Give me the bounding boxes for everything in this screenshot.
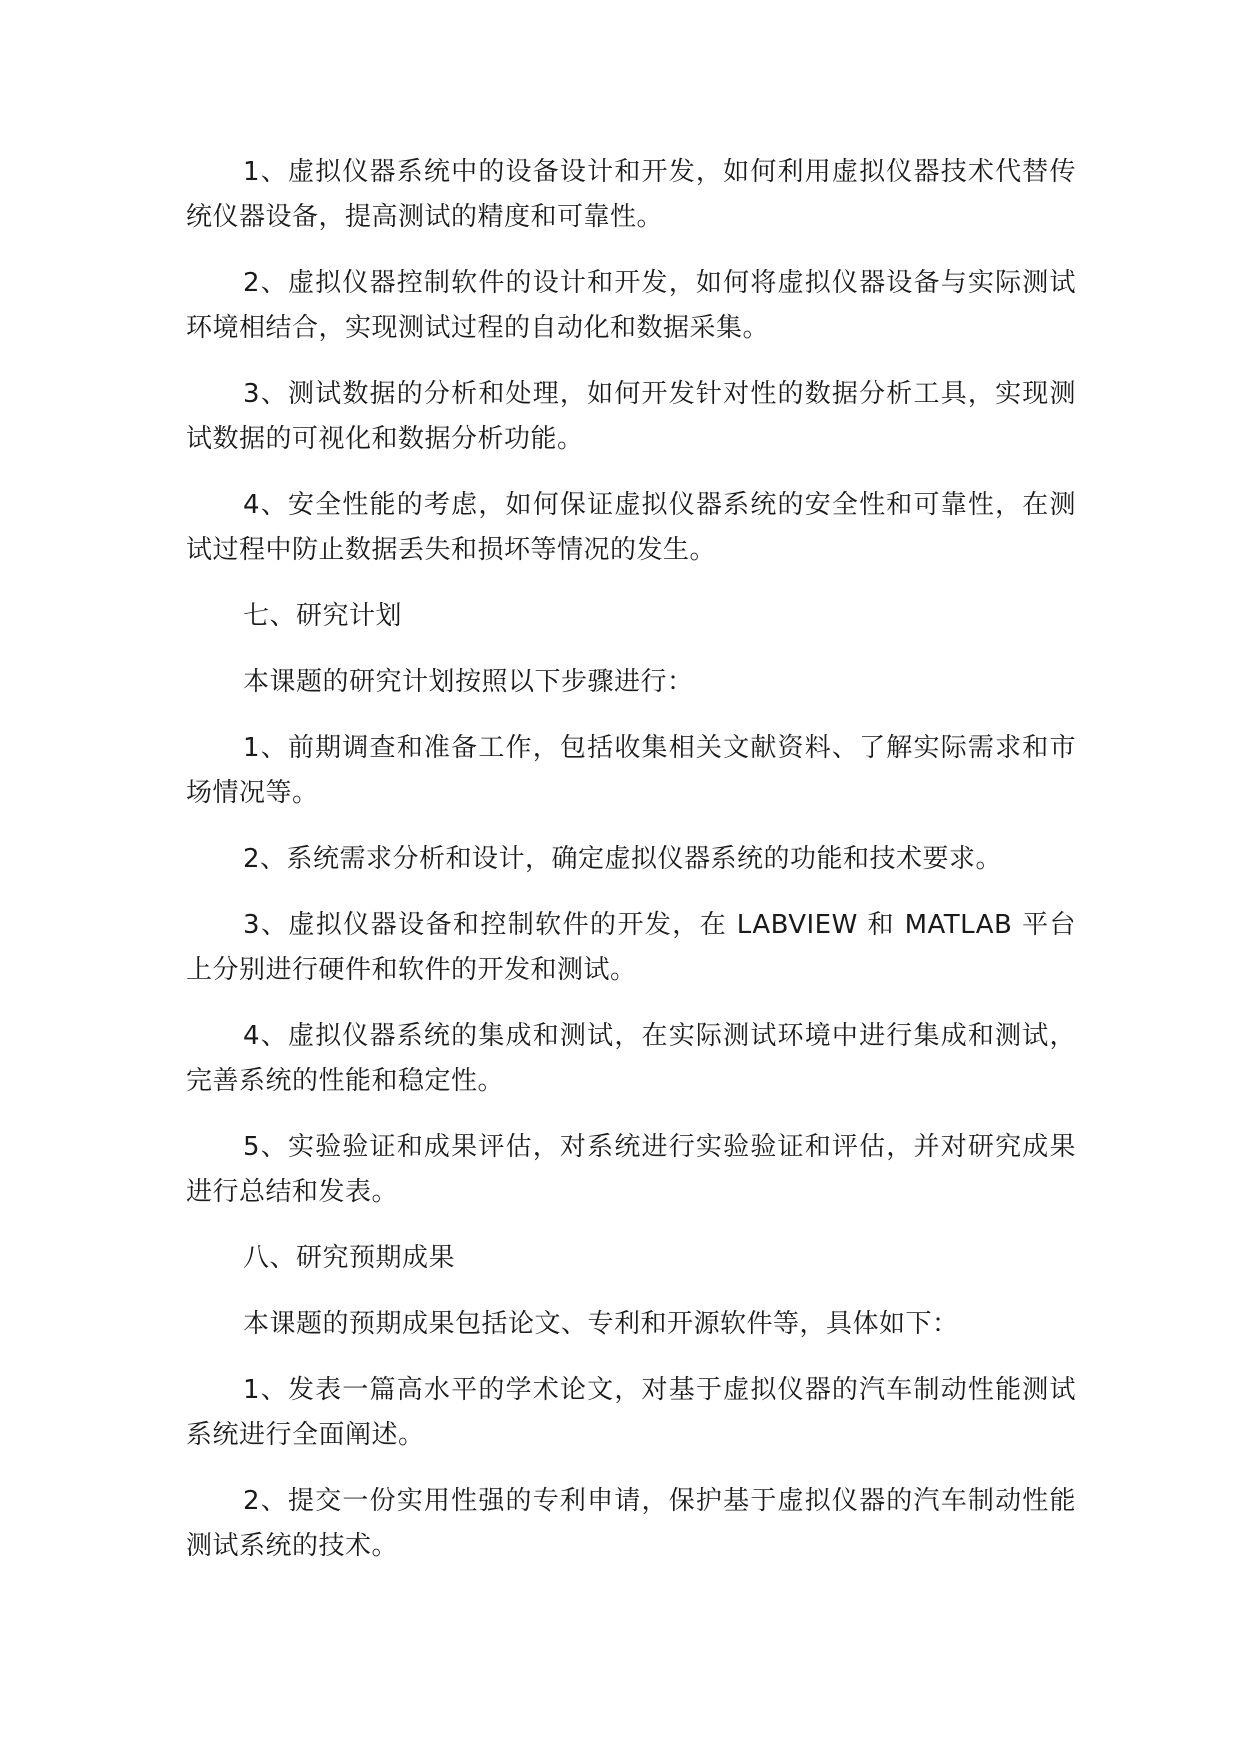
list-item-challenge-2: 2、虚拟仪器控制软件的设计和开发，如何将虚拟仪器设备与实际测试环境相结合，实现测试过程的自动化和数据采集。 xyxy=(186,268,1076,343)
section-heading-expected-results: 八、研究预期成果 xyxy=(243,1243,456,1273)
list-item-result-1: 1、发表一篇高水平的学术论文，对基于虚拟仪器的汽车制动性能测试系统进行全面阐述。 xyxy=(186,1375,1076,1450)
expected-results-intro: 本课题的预期成果包括论文、专利和开源软件等，具体如下： xyxy=(243,1309,959,1339)
document-body xyxy=(186,150,1076,1590)
section-heading-research-plan: 七、研究计划 xyxy=(243,601,403,631)
list-item-challenge-3: 3、测试数据的分析和处理，如何开发针对性的数据分析工具，实现测试数据的可视化和数据分析功能。 xyxy=(186,379,1076,454)
list-item-plan-4: 4、虚拟仪器系统的集成和测试，在实际测试环境中进行集成和测试，完善系统的性能和稳定性。 xyxy=(186,1021,1076,1096)
list-item-plan-5: 5、实验验证和成果评估，对系统进行实验验证和评估，并对研究成果进行总结和发表。 xyxy=(186,1132,1076,1207)
list-item-plan-3: 3、虚拟仪器设备和控制软件的开发，在 LABVIEW 和 MATLAB 平台上分别进行硬件和软件的开发和测试。 xyxy=(186,910,1076,985)
list-item-challenge-1: 1、虚拟仪器系统中的设备设计和开发，如何利用虚拟仪器技术代替传统仪器设备，提高测试的精度和可靠性。 xyxy=(186,157,1076,232)
list-item-plan-1: 1、前期调查和准备工作，包括收集相关文献资料、了解实际需求和市场情况等。 xyxy=(186,733,1076,808)
research-plan-intro: 本课题的研究计划按照以下步骤进行： xyxy=(243,667,694,697)
list-item-result-2: 2、提交一份实用性强的专利申请，保护基于虚拟仪器的汽车制动性能测试系统的技术。 xyxy=(186,1486,1076,1561)
list-item-challenge-4: 4、安全性能的考虑，如何保证虚拟仪器系统的安全性和可靠性，在测试过程中防止数据丢失和损坏等情况的发生。 xyxy=(186,490,1076,565)
list-item-plan-2: 2、系统需求分析和设计，确定虚拟仪器系统的功能和技术要求。 xyxy=(243,844,1003,874)
